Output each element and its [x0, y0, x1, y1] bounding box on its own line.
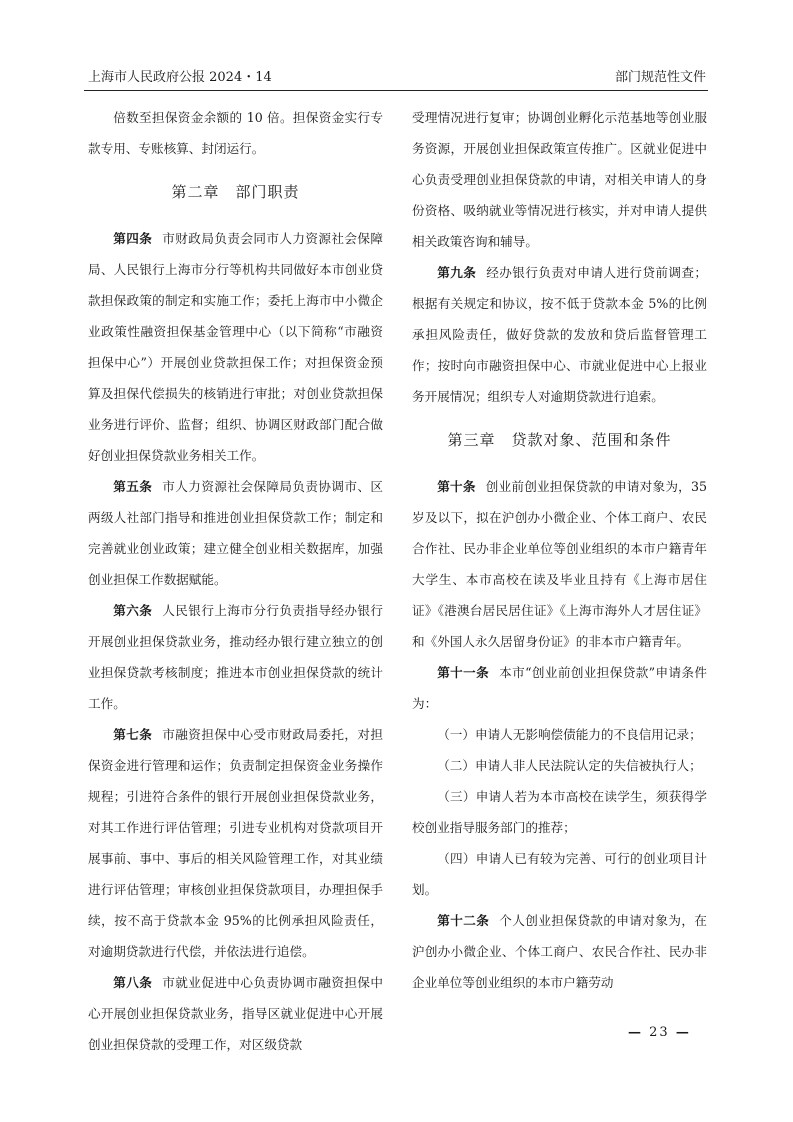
section-title: 部门规范性文件 [614, 70, 706, 85]
left-column [88, 102, 383, 1060]
chapter-heading: 第三章 贷款对象、范围和条件 [447, 431, 672, 449]
article-4 [88, 223, 383, 471]
article-text: 经办银行负责对申请人进行贷前调查；根据有关规定和协议，按不低于贷款本金 5%的比例承担风险责任，做好贷款的发放和贷后监督管理工作；按时向市融资担保中心、市就业促进中心上报业务开展情况；组织专人对逾期贷款进行追索。 [412, 265, 708, 404]
article-10 [412, 471, 707, 657]
article-text: 个人创业担保贷款的申请对象为，在沪创办小微企业、个体工商户、农民合作社、民办非企业单位等创业组织的本市户籍劳动 [412, 913, 708, 990]
article-6 [88, 595, 383, 719]
chapter-heading: 第二章 部门职责 [171, 183, 300, 201]
article-text: 市财政局负责会同市人力资源社会保障局、人民银行上海市分行等机构共同做好本市创业贷款担保政策的制定和实施工作；委托上海市中小微企业政策性融资担保基金管理中心（以下简称“市融资担保中心”）开展创业贷款担保工作；对担保资金预算及担保代偿损失的核销进行审批；对创业贷款担保业务进行评价、监督；组织、协调区财政部门配合做好创业担保贷款业务相关工作。 [88, 231, 384, 463]
article-label: 第五条 [113, 479, 153, 494]
header-rule [84, 90, 708, 91]
article-12 [412, 905, 707, 998]
article-11 [412, 657, 707, 719]
article-label: 第九条 [437, 265, 477, 280]
article-label: 第十条 [437, 479, 476, 494]
article-8 [88, 967, 383, 1060]
running-header [88, 66, 706, 92]
condition-item: （二）申请人非人民法院认定的失信被执行人； [437, 758, 702, 773]
article-5 [88, 471, 383, 595]
right-column [412, 102, 707, 998]
dash-left: — [628, 1025, 643, 1040]
dash-right: — [675, 1025, 691, 1040]
article-label: 第四条 [113, 231, 153, 246]
article-text: 市人力资源社会保障局负责协调市、区两级人社部门指导和推进创业担保贷款工作；制定和完善就业创业政策；建立健全创业相关数据库，加强创业担保工作数据赋能。 [88, 479, 384, 587]
article-label: 第六条 [113, 603, 153, 618]
article-7 [88, 719, 383, 967]
article-label: 第七条 [113, 727, 153, 742]
article-label: 第十二条 [437, 913, 490, 928]
article-text: 创业前创业担保贷款的申请对象为，35 岁及以下，拟在沪创办小微企业、个体工商户、农民合作社、民办非企业单位等创业组织的本市户籍青年大学生、本市高校在读及毕业且持有《上海市居住证》《港澳台居民居住证》《上海市海外人才居住证》和《外国人永久居留身份证》的非本市户籍青年。 [412, 479, 707, 649]
paragraph-continued: 倍数至担保资金余额的 10 倍。担保资金实行专款专用、专账核算、封闭运行。 [88, 110, 383, 156]
article-text: 本市“创业前创业担保贷款”申请条件为： [412, 665, 707, 711]
page-number: 23 [649, 1025, 670, 1040]
article-label: 第十一条 [437, 665, 490, 680]
condition-item: （一）申请人无影响偿债能力的不良信用记录； [437, 727, 702, 742]
condition-item: （四）申请人已有较为完善、可行的创业项目计划。 [412, 851, 707, 897]
article-text: 市就业促进中心负责协调市融资担保中心开展创业担保贷款业务，指导区就业促进中心开展创业担保贷款的受理工作，对区级贷款 [88, 975, 384, 1052]
article-text: 市融资担保中心受市财政局委托，对担保资金进行管理和运作；负责制定担保资金业务操作规程；引进符合条件的银行开展创业担保贷款业务，对其工作进行评估管理；引进专业机构对贷款项目开展事前、事中、事后的相关风险管理工作，对其业绩进行评估管理；审核创业担保贷款项目，办理担保手续，按不高于贷款本金 95%的比例承担风险责任，对逾期贷款进行代偿，并依法进行追偿。 [88, 727, 384, 959]
article-9 [412, 257, 707, 412]
publication-title: 上海市人民政府公报 2024・14 [88, 70, 272, 85]
paragraph-continued: 受理情况进行复审；协调创业孵化示范基地等创业服务资源，开展创业担保政策宣传推广。区就业促进中心负责受理创业担保贷款的申请，对相关申请人的身份资格、吸纳就业等情况进行核实，并对申请人提供相关政策咨询和辅导。 [412, 110, 707, 249]
article-label: 第八条 [113, 975, 153, 990]
condition-item: （三）申请人若为本市高校在读学生，须获得学校创业指导服务部门的推荐； [412, 789, 707, 835]
page-footer [628, 1025, 691, 1040]
article-text: 人民银行上海市分行负责指导经办银行开展创业担保贷款业务，推动经办银行建立独立的创业担保贷款考核制度；推进本市创业担保贷款的统计工作。 [88, 603, 384, 711]
